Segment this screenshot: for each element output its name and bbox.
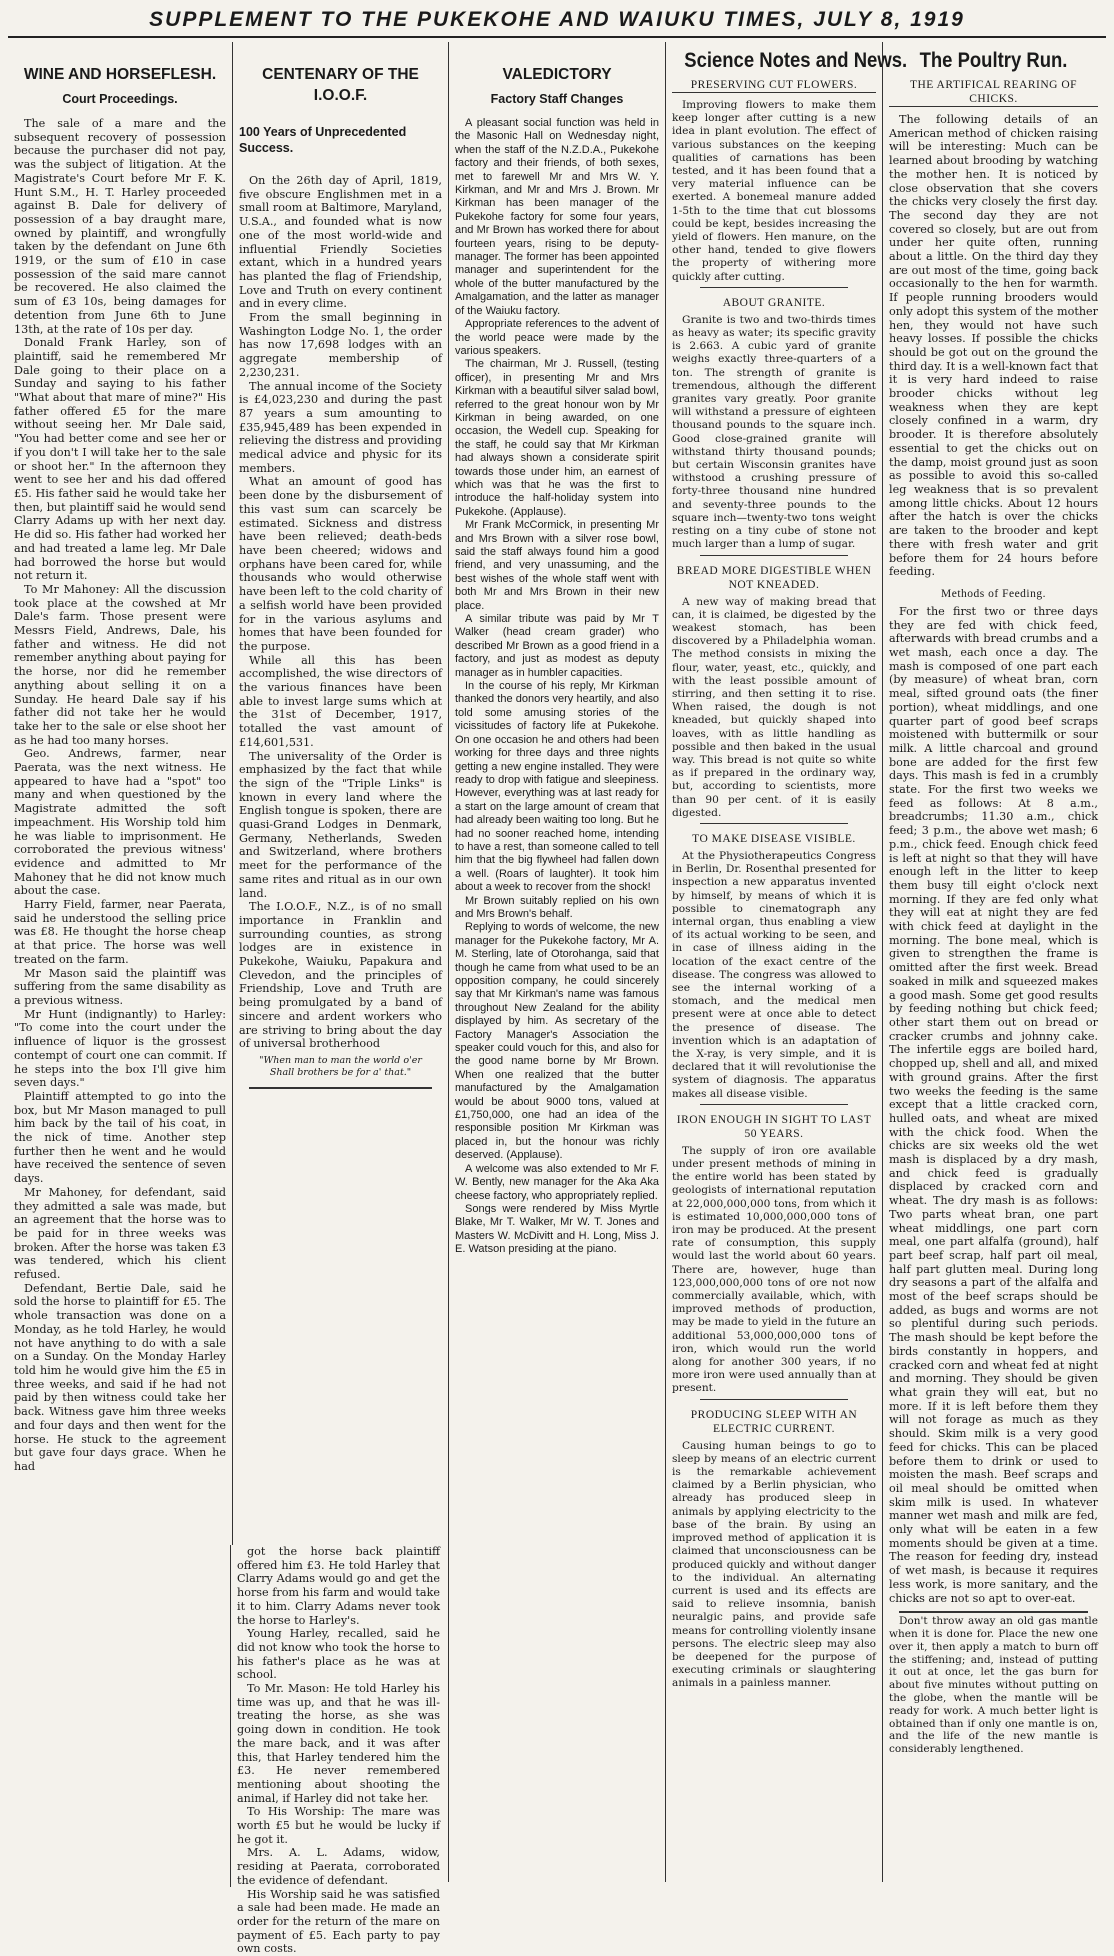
paragraph: The I.O.O.F., N.Z., is of no small importance in Franklin and surrounding counties, as strong lodges are in existence in Pukekohe, Waiuku, Papakura and Clevedon, and the principles of Friendship, Love and Truth are being promulgated by a band of sincere and ardent workers who are striving to bring about the day of universal brotherhood	[239, 900, 442, 1051]
paragraph: Don't throw away an old gas mantle when it is done for. Place the new one over it, then apply a match to burn off the stiffening; and, instead of putting it out at once, let the gas burn for about five minutes without putting on the globe, when the mantle will be ready for work. A much better light is obtained than if only one mantle is on, and the life of the new mantle is considerably lengthened.	[889, 1615, 1098, 1756]
paragraph: The annual income of the Society is £4,023,230 and during the past 87 years a sum amounting to £35,945,489 has been expended in relieving the distress and providing medical advice and physic for its members.	[239, 379, 442, 475]
paragraph: Mr Hunt (indignantly) to Harley: "To come into the court under the influence of liquor is the grossest contempt of court one can commit. If he steps into the box I'll give him seven days."	[14, 1007, 226, 1090]
article-body-horseflesh	[14, 117, 226, 1474]
paragraph: Young Harley, recalled, said he did not know who took the horse to his father's place as he was at school.	[237, 1627, 440, 1682]
column-horseflesh	[8, 42, 232, 1882]
paragraph: Mr Frank McCormick, in presenting Mr and Mrs Brown with a silver rose bowl, said the staff always found him a good friend, and very unassuming, and the best wishes of the whole staff went with both Mr and Mrs Brown in their new place.	[455, 519, 659, 612]
closing-quote: "When man to man the world o'er Shall brothers be for a' that."	[259, 1055, 422, 1078]
paragraph: At the Physiotherapeutics Congress in Berlin, Dr. Rosenthal presented for inspection a new apparatus invented by himself, by means of which it is possible to cinematograph any internal organ, thus enabling a view of its actual working to be seen, and in case of illness aiding in the location of the exact centre of the disease. The congress was allowed to see the internal working of a stomach, and the medical men present were at once able to detect the presence of disease. The invention which is an adaptation of the X-ray, is very simple, and it is declared that it will revolutionise the system of diagnosis. The apparatus makes all disease visible.	[672, 849, 876, 1100]
paragraph: A new way of making bread that can, it is claimed, be digested by the weakest stomach, has been discovered by a Philadelphia woman. The method consists in mixing the flour, water, yeast, etc., quickly, and with the least possible amount of stirring, and then setting it to rise. When raised, the dough is not kneaded, but quickly shaped into loaves, with as little handling as possible and then baked in the usual way. This bread is not quite so white as if prepared in the ordinary way, but, according to scientists, more than 90 per cent. of it is easily digested.	[672, 595, 876, 819]
paragraph: To Mr Mahoney: All the discussion took place at the cowshed at Mr Dale's farm. Those present were Messrs Field, Andrews, Dale, his father and witness. He did not remember anything about paying for the horse, nor did he remember anything about selling it on a Sunday. He heard Dale say if his father did not take her he would take her to the sale or else shoot her as he had too many horses.	[14, 582, 226, 747]
paragraph: While all this has been accomplished, the wise directors of the various finances have been able to invest large sums which at the 31st of December, 1917, totalled the vast amount of £14,601,531.	[239, 653, 442, 749]
paragraph: Harry Field, farmer, near Paerata, said he understood the selling price was £8. He thought the horse cheap at that price. The horse was well treated on the farm.	[14, 898, 226, 966]
article-body-valedictory	[455, 117, 659, 1257]
paragraph: A welcome was also extended to Mr F. W. Bently, new manager for the Aka Aka cheese factory, who appropriately replied.	[455, 1162, 659, 1202]
column-science	[665, 42, 908, 1882]
paragraph: A pleasant social function was held in the Masonic Hall on Wednesday night, when the staff of the N.Z.D.A., Pukekohe factory and their friends, of both sexes, met to farewell Mr and Mrs W. Y. Kirkman, and Mr and Mrs J. Brown. Mr Kirkman has been manager of the Pukekohe factory for some four years, and Mr Brown has worked there for about fourteen years, rising to be deputy-manager. The former has been appointed manager and superintendent for the whole of the butter manufactured by the Amalgamation, and the latter as manager of the Waiuku factory.	[455, 117, 659, 317]
paragraph: The following details of an American method of chicken raising will be interesting: Much can be learned about brooding by watching the mother hen. It is noticed by close observation that she covers the chicks very closely the first day. The second day they are not covered so closely, but are out from under her quite often, running about a little. On the third day they are out most of the time, going back occasionally to the hen for warmth. If people running brooders would only adopt this system of the mother hen, they would not have such heavy losses. If possible the chicks should be got out on the ground the third day. It is a well-known fact that it is very hard indeed to raise brooder chicks without leg weakness when they are kept closely confined in a warm, dry brooder. It is therefore absolutely essential to get the chicks out on the damp, moist ground just as soon as possible to avoid this so-called leg weakness that is so prevalent among little chicks. About 12 hours after the hatch is over the chicks are taken to the brooder and kept there with fresh water and grit before them for 24 hours before feeding.	[889, 113, 1098, 579]
gas-mantle-note	[889, 1615, 1098, 1756]
article-body-ioof	[239, 174, 442, 1051]
divider	[700, 823, 848, 824]
paragraph: Mrs. A. L. Adams, widow, residing at Paerata, corroborated the evidence of defendant.	[237, 1846, 440, 1887]
divider	[700, 287, 848, 288]
section-heading: ABOUT GRANITE.	[722, 296, 826, 309]
section-heading: PRESERVING CUT FLOWERS.	[672, 78, 876, 93]
paragraph: Defendant, Bertie Dale, said he sold the horse to plaintiff for £5. The whole transaction was done on a Monday, as he told Harley, he would not have anything to do with a sale on a Sunday. On the Monday Harley told him he would give him the £5 in three weeks, and said if he had not paid by then witness could take her back. Witness gave him three weeks and four days and then went for the horse. He stuck to the agreement but gave four days grace. When he had	[14, 1281, 226, 1473]
article-title-horseflesh: WINE AND HORSEFLESH.	[23, 66, 217, 83]
paragraph: Granite is two and two-thirds times as heavy as water; its specific gravity is 2.663. A cubic yard of granite weighs exactly three-quarters of a ton. The strength of granite is tremendous, although the different granites vary greatly. Poor granite will withstand a pressure of eighteen thousand pounds to the square inch. Good close-grained granite will withstand thirty thousand pounds; but certain Wisconsin granites have withstood a crushing pressure of forty-three thousand nine hundred and seventy-three pounds to the square inch—twenty-two tons weight resting on a tiny cube of stone not much larger than a lump of sugar.	[672, 313, 876, 551]
columns	[8, 42, 1106, 1882]
article-title-science: Science Notes and News.	[684, 49, 908, 72]
paragraph: Plaintiff attempted to go into the box, but Mr Mason managed to pull him back by the tail of his coat, in the nick of time. Another step further then he went and he would have received the sentence of seven days.	[14, 1089, 226, 1186]
paragraph: Causing human beings to go to sleep by means of an electric current is the remarkable achievement claimed by a Berlin physician, who already has produced sleep in animals by applying electricity to the base of the brain. By using an improved method of application it is claimed that unconsciousness can be produced quickly and without danger to the individual. An alternating current is used and its effects are said to relieve insomnia, banish neuralgic pains, and provide safe means for controlling violently insane persons. The electric sleep may also be deepened for the purpose of executing criminals or slaughtering animals in a painless manner.	[672, 1439, 876, 1690]
section-heading: IRON ENOUGH IN SIGHT TO LAST 50 YEARS.	[676, 1113, 872, 1140]
article-subtitle-ioof: 100 Years of Unprecedented Success.	[239, 125, 407, 155]
paragraph: What an amount of good has been done by the disbursement of this vast sum can scarcely be estimated. Sickness and distress have been relieved; death-beds have been cheered; widows and orphans have been cared for, while thousands who would otherwise have been left to the cold charity of a selfish world have been provided for in the various asylums and homes that have been founded for the purpose.	[239, 475, 442, 653]
divider	[700, 1399, 848, 1400]
paragraph: Mr Mason said the plaintiff was suffering from the same disability as a previous witness.	[14, 966, 226, 1007]
divider	[249, 1087, 432, 1089]
paragraph: Songs were rendered by Miss Myrtle Blake, Mr T. Walker, Mr W. T. Jones and Masters W. McDivitt and H. Long, Miss J. E. Watson presiding at the piano.	[455, 1202, 659, 1256]
paragraph: Improving flowers to make them keep longer after cutting is a new idea in plant evolution. The effect of various substances on the keeping qualities of carnations has been tested, and it has been found that a very material influence can be exerted. A bonemeal manure added 1-5th to the time that cut blossoms could be kept, besides increasing the yield of flowers. Hen manure, on the other hand, tended to give flowers the property of withering more quickly after cutting.	[672, 99, 876, 283]
section-heading: TO MAKE DISEASE VISIBLE.	[692, 832, 856, 845]
paragraph: The supply of iron ore available under present methods of mining in the entire world has been stated by geologists of international reputation at 22,000,000,000 tons, from which it is estimated 10,000,000,000 tons of iron may be produced. At the present rate of consumption, this supply would last the world about 60 years. There are, however, huge than 123,000,000,000 tons of ore not now commercially available, which, with improved methods of production, may be made to yield in the future an additional 53,000,000,000 tons of iron, which would run the world along for another 300 years, if no more iron were used annually than at present.	[672, 1144, 876, 1395]
paragraph: To Mr. Mason: He told Harley his time was up, and that he was ill-treating the horse, as she was going down in condition. He took the mare back, and it was after this, that Harley tendered him the £3. He never remembered mentioning about shooting the animal, if Harley did not take her.	[237, 1682, 440, 1805]
column-poultry	[882, 42, 1104, 1882]
masthead: SUPPLEMENT TO THE PUKEKOHE AND WAIUKU TIMES, JULY 8, 1919	[8, 6, 1106, 38]
paragraph: To His Worship: The mare was worth £5 but he would be lucky if he got it.	[237, 1805, 440, 1846]
paragraph: got the horse back plaintiff offered him £3. He told Harley that Clarry Adams would go and get the horse from his farm and would take it to him. Clarry Adams never took the horse to Harley's.	[237, 1545, 440, 1627]
article-title-ioof: CENTENARY OF THE I.O.O.F.	[262, 66, 419, 104]
paragraph: Appropriate references to the advent of the world peace were made by the various speakers.	[455, 318, 659, 357]
paragraph: The sale of a mare and the subsequent recovery of possession because the purchaser did not pay, was the subject of litigation. At the Magistrate's Court before Mr F. K. Hunt S.M., H. T. Harley proceeded against B. Dale for delivery of possession of a bay draught mare, owned by plaintiff, and wrongfully taken by the defendant on June 6th 1919, or the sum of £10 in case possession of the said mare cannot be recovered. He also claimed the sum of £3 10s, being damages for detention from June 6th to June 13th, at the rate of 10s per day.	[14, 117, 226, 336]
divider	[700, 555, 848, 556]
paragraph: Geo. Andrews, farmer, near Paerata, was the next witness. He appeared to have had a "spot" too many and when questioned by the Magistrate admitted the soft impeachment. His Worship told him he was liable to imprisonment. He corroborated the previous witness' evidence and admitted to Mr Mahoney that he did not know much about the case.	[14, 747, 226, 898]
paragraph: The universality of the Order is emphasized by the fact that while the sign of the "Triple Links" is known in every land where the English tongue is spoken, there are quasi-Grand Lodges in Denmark, Germany, Netherlands, Sweden and Switzerland, where brothers meet for the performance of the same rites and ritual as in our own land.	[239, 749, 442, 900]
divider	[700, 1104, 848, 1105]
section-heading: PRODUCING SLEEP WITH AN ELECTRIC CURRENT.	[690, 1408, 858, 1435]
article-title-valedictory: VALEDICTORY	[502, 66, 612, 83]
column-valedictory	[448, 42, 665, 1882]
article-subtitle-valedictory: Factory Staff Changes	[490, 92, 624, 106]
paragraph: A similar tribute was paid by Mr T Walker (head cream grader) who described Mr Brown as a good friend in a factory, and just as modest as deputy manager as in humbler capacities.	[455, 613, 659, 679]
paragraph: His Worship said he was satisfied a sale had been made. He made an order for the return of the mare on payment of £5. Each party to pay own costs.	[237, 1887, 440, 1956]
paragraph: In the course of his reply, Mr Kirkman thanked the donors very heartily, and also told some amusing stories of the vicissitudes of factory life at Pukekohe. On one occasion he and others had been working for three days and three nights getting a new engine installed. They were ready to drop with fatigue and sleepiness. However, everything was at last ready for a start on the large amount of cream that had already been waiting too long. But he had no sooner reached home, intending to have a rest, than someone called to tell him that the big flywheel had fallen down a well. (Roars of laughter). It took him about a week to recover from the shock!	[455, 680, 659, 894]
paragraph: Replying to words of welcome, the new manager for the Pukekohe factory, Mr A. M. Sterling, late of Otorohanga, said that though he came from what used to be an opposition company, he could sincerely say that Mr Kirkman's name was famous throughout New Zealand for the ability displayed by him. As secretary of the Factory Manager's Association the speaker could vouch for this, and also for the good name borne by Mr Brown. When one realized that the butter manufactured by the Amalgamation would be about 9000 tons, valued at £1,750,000, one had an idea of the responsible position Mr Kirkman was placed in, but the honour was richly deserved. (Applause).	[455, 921, 659, 1162]
paragraph: For the first two or three days they are fed with chick feed, afterwards with bread crumbs and a wet mash, each once a day. The mash is composed of one part each (by measure) of wheat bran, corn meal, sifted ground oats (the finer portion), wheat middlings, and one quarter part of good beef scraps moistened with buttermilk or sour milk. A little charcoal and ground bone are added for the first few days. This mash is fed in a crumbly state. For the first two weeks we feed as follows: At 8 a.m., breadcrumbs; 11.30 a.m., chick feed; 3 p.m., the above wet mash; 6 p.m., chick feed. Enough chick feed is left at night so that they will have enough left in the litter to keep them busy till eight o'clock next morning. If they are fed only what they will eat at night they are fed with chick feed at daylight in the morning. The bone meal, which is given to strengthen the frame is omitted after the first week. Bread soaked in milk and squeezed makes a good mash. Some get good results by feeding nothing but chick feed; other start them out on bread or cracker crumbs and johnny cake. The infertile eggs are boiled hard, chopped up, shell and all, and mixed with ground grains. After the first two weeks the feeding is the same except that a little cracked corn, hulled oats, and wheat are mixed with the chick food. When the chicks are six weeks old the wet mash is displaced by a dry mash, and chick feed is gradually displaced by cracked corn and wheat. The dry mash is as follows: Two parts wheat bran, one part wheat middlings, one part corn meal, one part alfalfa (ground), half part beef scrap, half part oil meal, half part glutten meal. During long dry seasons a part of the alfalfa and most of the beef scraps should be added, as bugs and worms are not so plentiful during such periods. The mash should be kept before the birds constantly in hoppers, and cracked corn and wheat fed at night and morning. They should be given what grain they will eat, but no more. If it is left before them they will not forage as much as they should. Skim milk is a very good feed for chicks. This can be placed before them to drink or used to moisten the mash. Beef scraps and oil meal should be omitted when skim milk is used. In whatever manner wet mash and milk are fed, only what will be eaten in a few moments should be given at a time. The reason for feeding dry, instead of wet mash, is because it requires less work, is more sanitary, and the chicks are not so apt to over-eat.	[889, 604, 1098, 1605]
section-heading: BREAD MORE DIGESTIBLE WHEN NOT KNEADED.	[676, 564, 872, 591]
article-subtitle-horseflesh: Court Proceedings.	[62, 92, 178, 106]
paragraph: Donald Frank Harley, son of plaintiff, said he remembered Mr Dale going to their place on a Sunday and saying to his father "What about that mare of mine?" His father offered £5 for the mare without seeing her. Mr Dale said, "You had better come and see her or if you don't I will take her to the sale or shoot her." In the afternoon they went to see her and his dad offered £5. His father said he would take her then, but plaintiff said he would send Clarry Adams up with her next day. He did so. His father had worked her and had treated a lame leg. Mr Dale had borrowed the horse but would not return it.	[14, 336, 226, 583]
paragraph: Mr Mahoney, for defendant, said they admitted a sale was made, but an agreement that the horse was to be paid for in three weeks was broken. After the horse was taken £3 was tendered, which his client refused.	[14, 1185, 226, 1282]
paragraph: From the small beginning in Washington Lodge No. 1, the order has now 17,698 lodges with an aggregate membership of 2,230,231.	[239, 311, 442, 379]
continuation-horseflesh	[230, 1545, 446, 1956]
section-subheading: Methods of Feeding.	[940, 587, 1046, 600]
divider	[899, 1611, 1088, 1613]
paragraph: Mr Brown suitably replied on his own and Mrs Brown's behalf.	[455, 894, 659, 920]
article-title-poultry: The Poultry Run.	[919, 49, 1068, 72]
paragraph: On the 26th day of April, 1819, five obscure Englishmen met in a small room at Baltimore, Maryland, U.S.A., and founded what is now one of the most world-wide and influential Friendly Societies extant, which in a hundred years has planted the flag of Friendship, Love and Truth on every continent and in every clime.	[239, 174, 442, 311]
section-heading: THE ARTIFICAL REARING OF CHICKS.	[889, 78, 1098, 107]
paragraph: The chairman, Mr J. Russell, (testing officer), in presenting Mr and Mrs Kirkman with a beautiful silver salad bowl, referred to the great honour won by Mr Kirkman in being awarded, on one occasion, the Wedell cup. Speaking for the staff, he could say that Mr Kirkman had always shown a considerate spirit towards those under him, an earnest of which was that he was the first to introduce the half-holiday system into Pukekohe. (Applause).	[455, 358, 659, 518]
